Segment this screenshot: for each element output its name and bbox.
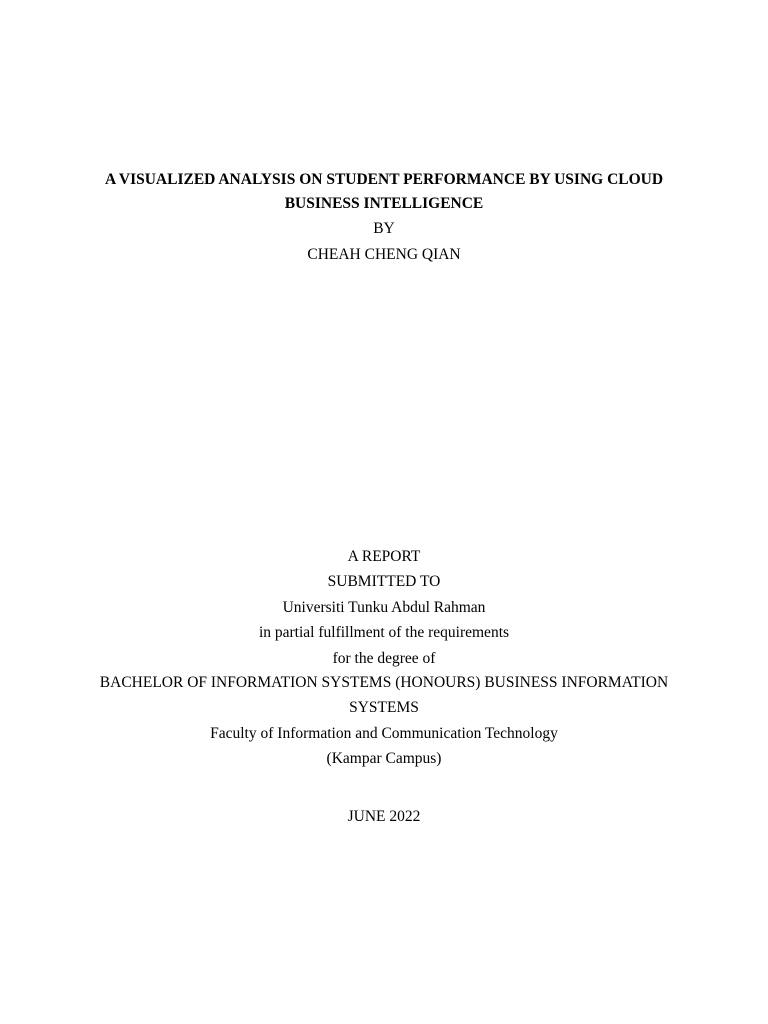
author-name: CHEAH CHENG QIAN <box>307 246 461 263</box>
faculty-name: Faculty of Information and Communication Technology <box>210 725 558 742</box>
report-label: A REPORT <box>347 548 421 565</box>
report-title-line-2: BUSINESS INTELLIGENCE <box>284 195 484 212</box>
report-title-line-1: A VISUALIZED ANALYSIS ON STUDENT PERFORMANCE BY USING CLOUD <box>104 171 664 188</box>
submission-date: JUNE 2022 <box>347 808 421 825</box>
submitted-to-label: SUBMITTED TO <box>327 573 441 590</box>
campus-name: (Kampar Campus) <box>326 750 442 767</box>
degree-name-line-1: BACHELOR OF INFORMATION SYSTEMS (HONOURS) BUSINESS INFORMATION <box>99 674 669 691</box>
by-label: BY <box>373 220 395 237</box>
fulfillment-statement: in partial fulfillment of the requirements <box>258 624 510 641</box>
degree-label: for the degree of <box>332 650 436 667</box>
degree-name-line-2: SYSTEMS <box>349 699 419 716</box>
university-name: Universiti Tunku Abdul Rahman <box>282 599 486 616</box>
